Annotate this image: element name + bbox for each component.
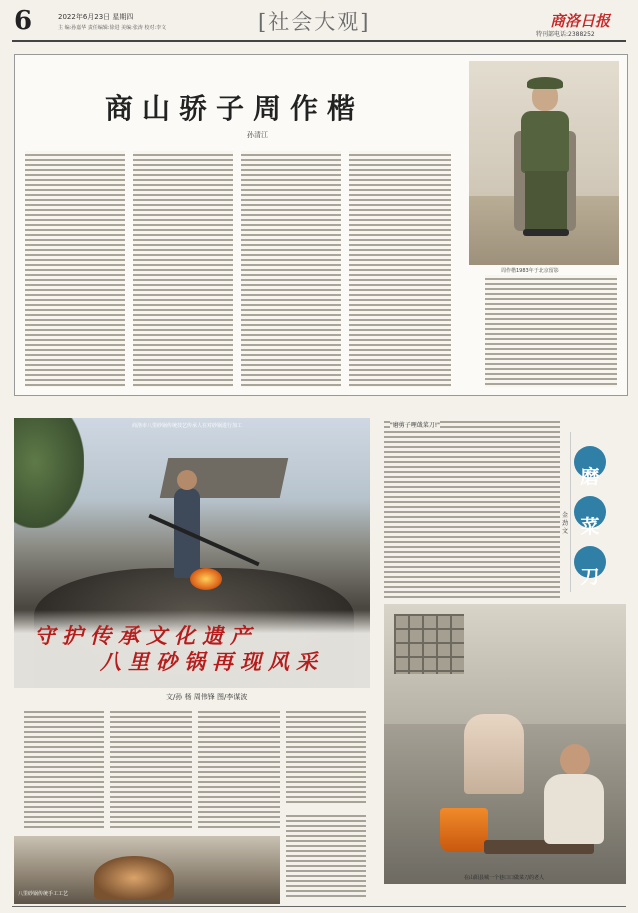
workshop-caption: 八里砂锅传统手工工艺: [18, 891, 69, 897]
old-man-head: [560, 744, 590, 776]
portrait-photo: [469, 61, 619, 265]
page-header: [0, 0, 638, 44]
pottery-workshop-photo: [14, 836, 280, 904]
pottery-title-band: [14, 610, 370, 688]
worker-head: [177, 470, 197, 490]
footer-rule: [12, 906, 626, 907]
knife-title-ribbon: [562, 432, 620, 592]
pottery-tree: [14, 418, 84, 528]
article-body-zhou-col2: [133, 151, 233, 387]
section-title: [社会大观]: [258, 10, 371, 34]
article-author-zhou: 孙清江: [247, 131, 268, 139]
article-title-pottery-line2: 八里砂锅再现风采: [100, 649, 324, 674]
old-man-body: [544, 774, 604, 844]
article-body-pottery-col2: [110, 708, 192, 828]
article-body-pottery-col3: [198, 708, 280, 828]
article-body-pottery-col4: [286, 708, 366, 804]
workshop-kiln: [94, 856, 174, 900]
article-author-knife: 金劲文: [562, 512, 569, 535]
officer-uniform: [521, 111, 569, 173]
article-box-zhou: [14, 54, 628, 396]
knife-caption: 在山阳县城一个巷口口做菜刀的老人: [464, 875, 545, 881]
officer-shoes: [523, 229, 569, 236]
photo-caption-top: 商洛市八里砂锅传统技艺传承人在对砂锅进行加工: [132, 423, 243, 429]
newspaper-logo: 商洛日报: [550, 12, 611, 30]
portrait-caption: 周作楷1983年于北京留影: [501, 268, 559, 274]
iron-tongs: [148, 514, 259, 566]
officer-cap: [527, 77, 563, 89]
knife-quote: "磨剪子哩戗菜刀!": [390, 422, 440, 429]
hotline: 特刊部电话:2388252: [536, 31, 595, 38]
window-grid: [394, 614, 464, 674]
onlookers: [464, 714, 524, 794]
article-title-knife: 磨 菜 刀: [580, 466, 600, 588]
article-byline-pottery: 文/孙 杨 周伟锋 图/李谋波: [166, 693, 248, 701]
knife-sharpener-photo: [384, 604, 626, 884]
article-body-zhou: [25, 151, 125, 387]
page-number: 6: [14, 6, 33, 36]
header-rule: [12, 40, 626, 42]
article-body-zhou-col4: [349, 151, 451, 387]
officer-legs: [525, 171, 567, 231]
article-title-zhou: 商山骄子周作楷: [105, 92, 365, 125]
article-body-pottery-col1: [24, 708, 104, 828]
article-body-pottery-col5: [286, 812, 366, 898]
article-body-knife: [384, 418, 560, 600]
orange-bucket: [440, 808, 488, 852]
glowing-pot: [190, 568, 222, 590]
article-body-zhou-col5: [485, 275, 617, 387]
issue-date: 2022年6月23日 星期四: [58, 13, 134, 21]
article-body-zhou-col3: [241, 151, 341, 387]
editors-line: 主 编:孙嘉华 责任编辑:徐进 美编:张涛 校对:李文: [58, 25, 167, 31]
article-title-pottery-line1: 守护传承文化遗产: [34, 623, 258, 648]
